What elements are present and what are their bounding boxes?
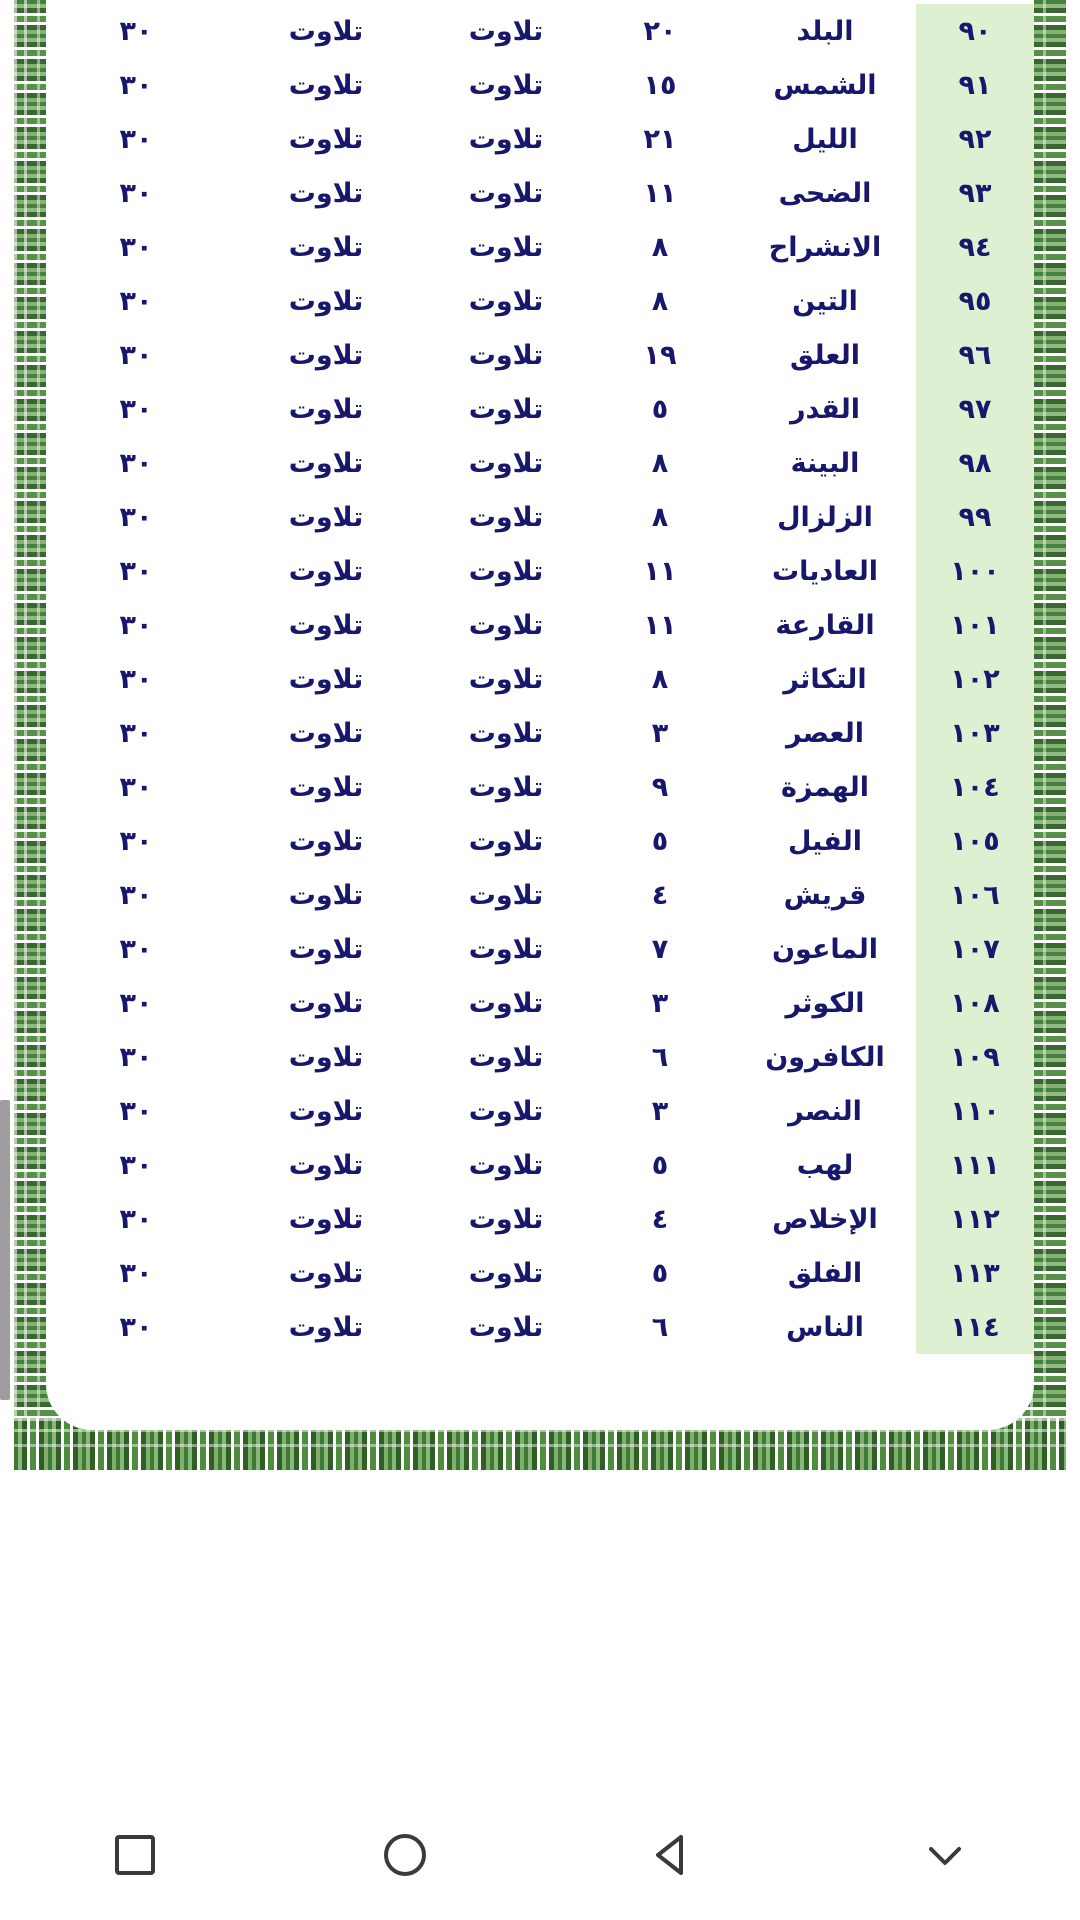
- surah-number-cell: ١٠٠: [916, 544, 1034, 598]
- juz-number-cell: ٣٠: [119, 555, 153, 587]
- recitation-cell-2: تلاوت: [288, 825, 364, 857]
- recitation-cell-2: تلاوت: [288, 1149, 364, 1181]
- juz-number-cell: ٣٠: [119, 69, 153, 101]
- juz-number-cell: ٣٠: [119, 1149, 153, 1181]
- ayat-count-cell: ٨: [651, 663, 669, 695]
- surah-table: [46, 4, 1034, 1354]
- surah-number-cell: ٩٩: [916, 490, 1034, 544]
- recitation-cell-2: تلاوت: [288, 69, 364, 101]
- recitation-cell-2: تلاوت: [288, 987, 364, 1019]
- recitation-cell-1: تلاوت: [468, 879, 544, 911]
- surah-number-cell: ١٠٦: [916, 868, 1034, 922]
- surah-number-cell: ٩١: [916, 58, 1034, 112]
- surah-number-cell: ٩٧: [916, 382, 1034, 436]
- recitation-cell-1: تلاوت: [468, 1203, 544, 1235]
- juz-number-cell: ٣٠: [119, 285, 153, 317]
- surah-name-cell: النصر: [788, 1095, 862, 1127]
- recitation-cell-2: تلاوت: [288, 1203, 364, 1235]
- surah-name-cell: الهمزة: [780, 771, 870, 803]
- recitation-cell-2: تلاوت: [288, 285, 364, 317]
- back-triangle-icon[interactable]: [615, 1795, 735, 1915]
- table-row[interactable]: [46, 760, 1034, 814]
- surah-name-cell: الزلزال: [777, 501, 873, 533]
- recitation-cell-1: تلاوت: [468, 555, 544, 587]
- surah-number-cell: ١٠٥: [916, 814, 1034, 868]
- surah-number-cell: ٩٠: [916, 4, 1034, 58]
- surah-name-cell: البينة: [790, 447, 860, 479]
- ayat-count-cell: ٤: [651, 879, 669, 911]
- ayat-count-cell: ١١: [643, 177, 677, 209]
- recitation-cell-1: تلاوت: [468, 1257, 544, 1289]
- scrollbar-thumb[interactable]: [0, 1100, 10, 1400]
- juz-number-cell: ٣٠: [119, 447, 153, 479]
- surah-table-body: [46, 4, 1034, 1354]
- recitation-cell-1: تلاوت: [468, 69, 544, 101]
- chevron-down-icon[interactable]: [885, 1795, 1005, 1915]
- surah-name-cell: قريش: [783, 879, 867, 911]
- ayat-count-cell: ٨: [651, 501, 669, 533]
- surah-name-cell: التكاثر: [783, 663, 867, 695]
- recitation-cell-1: تلاوت: [468, 825, 544, 857]
- juz-number-cell: ٣٠: [119, 717, 153, 749]
- surah-number-cell: ١٠٧: [916, 922, 1034, 976]
- juz-number-cell: ٣٠: [119, 15, 153, 47]
- surah-number-cell: ٩٤: [916, 220, 1034, 274]
- table-row[interactable]: [46, 922, 1034, 976]
- surah-number-cell: ٩٥: [916, 274, 1034, 328]
- surah-number-cell: ١٠٨: [916, 976, 1034, 1030]
- recitation-cell-2: تلاوت: [288, 447, 364, 479]
- recitation-cell-2: تلاوت: [288, 879, 364, 911]
- surah-name-cell: العصر: [785, 717, 865, 749]
- ayat-count-cell: ٨: [651, 231, 669, 263]
- juz-number-cell: ٣٠: [119, 1095, 153, 1127]
- system-navigation-bar: [0, 1470, 1080, 1920]
- ayat-count-cell: ٢١: [643, 123, 677, 155]
- recitation-cell-2: تلاوت: [288, 933, 364, 965]
- surah-name-cell: الكوثر: [785, 987, 865, 1019]
- surah-name-cell: الفلق: [787, 1257, 863, 1289]
- recitation-cell-2: تلاوت: [288, 1041, 364, 1073]
- surah-number-cell: ١٠٣: [916, 706, 1034, 760]
- surah-name-cell: الفيل: [788, 825, 862, 857]
- recitation-cell-2: تلاوت: [288, 231, 364, 263]
- recitation-cell-2: تلاوت: [288, 1311, 364, 1343]
- table-row[interactable]: [46, 1030, 1034, 1084]
- ayat-count-cell: ٥: [651, 825, 669, 857]
- surah-number-cell: ١٠٩: [916, 1030, 1034, 1084]
- surah-name-cell: البلد: [796, 15, 854, 47]
- recitation-cell-2: تلاوت: [288, 555, 364, 587]
- ayat-count-cell: ٨: [651, 285, 669, 317]
- juz-number-cell: ٣٠: [119, 825, 153, 857]
- table-row[interactable]: [46, 436, 1034, 490]
- surah-number-cell: ٩٣: [916, 166, 1034, 220]
- juz-number-cell: ٣٠: [119, 609, 153, 641]
- surah-number-cell: ١١٣: [916, 1246, 1034, 1300]
- ayat-count-cell: ٩: [651, 771, 669, 803]
- ayat-count-cell: ١١: [643, 555, 677, 587]
- ayat-count-cell: ٥: [651, 393, 669, 425]
- recitation-cell-2: تلاوت: [288, 15, 364, 47]
- table-row[interactable]: [46, 598, 1034, 652]
- table-row[interactable]: [46, 652, 1034, 706]
- table-row[interactable]: [46, 112, 1034, 166]
- recitation-cell-2: تلاوت: [288, 123, 364, 155]
- surah-number-cell: ٩٦: [916, 328, 1034, 382]
- surah-name-cell: القارعة: [775, 609, 875, 641]
- table-row[interactable]: [46, 1192, 1034, 1246]
- surah-name-cell: القدر: [790, 393, 860, 425]
- ayat-count-cell: ٧: [651, 933, 669, 965]
- recitation-cell-1: تلاوت: [468, 339, 544, 371]
- surah-name-cell: التين: [792, 285, 858, 317]
- table-row[interactable]: [46, 1246, 1034, 1300]
- recitation-cell-2: تلاوت: [288, 1257, 364, 1289]
- surah-name-cell: لهب: [796, 1149, 854, 1181]
- recitation-cell-1: تلاوت: [468, 501, 544, 533]
- surah-name-cell: الماعون: [771, 933, 879, 965]
- surah-name-cell: العلق: [790, 339, 860, 371]
- surah-name-cell: الإخلاص: [772, 1203, 878, 1235]
- juz-number-cell: ٣٠: [119, 1203, 153, 1235]
- recitation-cell-2: تلاوت: [288, 339, 364, 371]
- ayat-count-cell: ١٥: [643, 69, 677, 101]
- table-row[interactable]: [46, 868, 1034, 922]
- recitation-cell-1: تلاوت: [468, 1095, 544, 1127]
- table-row[interactable]: [46, 490, 1034, 544]
- surah-number-cell: ١٠١: [916, 598, 1034, 652]
- ayat-count-cell: ٦: [651, 1041, 669, 1073]
- surah-name-cell: الليل: [792, 123, 858, 155]
- recitation-cell-1: تلاوت: [468, 447, 544, 479]
- recitation-cell-2: تلاوت: [288, 717, 364, 749]
- juz-number-cell: ٣٠: [119, 1257, 153, 1289]
- surah-name-cell: العاديات: [771, 555, 879, 587]
- juz-number-cell: ٣٠: [119, 663, 153, 695]
- surah-number-cell: ١١٠: [916, 1084, 1034, 1138]
- surah-name-cell: الكافرون: [765, 1041, 885, 1073]
- table-row[interactable]: [46, 1300, 1034, 1354]
- surah-number-cell: ١٠٤: [916, 760, 1034, 814]
- table-row[interactable]: [46, 1138, 1034, 1192]
- recitation-cell-1: تلاوت: [468, 285, 544, 317]
- ayat-count-cell: ١١: [643, 609, 677, 641]
- table-row[interactable]: [46, 814, 1034, 868]
- surah-name-cell: الانشراح: [768, 231, 882, 263]
- ayat-count-cell: ٣: [651, 987, 669, 1019]
- recitation-cell-2: تلاوت: [288, 501, 364, 533]
- recitation-cell-1: تلاوت: [468, 15, 544, 47]
- recitation-cell-1: تلاوت: [468, 987, 544, 1019]
- recitation-cell-2: تلاوت: [288, 393, 364, 425]
- table-row[interactable]: [46, 706, 1034, 760]
- surah-name-cell: الضحى: [778, 177, 872, 209]
- table-row[interactable]: [46, 1084, 1034, 1138]
- juz-number-cell: ٣٠: [119, 879, 153, 911]
- table-row[interactable]: [46, 166, 1034, 220]
- table-row[interactable]: [46, 58, 1034, 112]
- recitation-cell-2: تلاوت: [288, 771, 364, 803]
- vertical-scrollbar[interactable]: [0, 0, 10, 1470]
- juz-number-cell: ٣٠: [119, 501, 153, 533]
- table-row[interactable]: [46, 544, 1034, 598]
- recitation-cell-1: تلاوت: [468, 231, 544, 263]
- juz-number-cell: ٣٠: [119, 771, 153, 803]
- juz-number-cell: ٣٠: [119, 933, 153, 965]
- juz-number-cell: ٣٠: [119, 1041, 153, 1073]
- table-row[interactable]: [46, 274, 1034, 328]
- recitation-cell-2: تلاوت: [288, 609, 364, 641]
- recitation-cell-1: تلاوت: [468, 393, 544, 425]
- ayat-count-cell: ٢٠: [643, 15, 677, 47]
- recitation-cell-1: تلاوت: [468, 717, 544, 749]
- recitation-cell-1: تلاوت: [468, 771, 544, 803]
- ayat-count-cell: ٨: [651, 447, 669, 479]
- juz-number-cell: ٣٠: [119, 177, 153, 209]
- juz-number-cell: ٣٠: [119, 231, 153, 263]
- recitation-cell-2: تلاوت: [288, 177, 364, 209]
- recitation-cell-1: تلاوت: [468, 177, 544, 209]
- recitation-cell-2: تلاوت: [288, 1095, 364, 1127]
- table-row[interactable]: [46, 328, 1034, 382]
- ayat-count-cell: ٣: [651, 717, 669, 749]
- surah-table-container[interactable]: [46, 0, 1034, 1400]
- surah-number-cell: ١٠٢: [916, 652, 1034, 706]
- recents-square-icon[interactable]: [75, 1795, 195, 1915]
- ayat-count-cell: ٣: [651, 1095, 669, 1127]
- table-row[interactable]: [46, 382, 1034, 436]
- ayat-count-cell: ١٩: [643, 339, 677, 371]
- juz-number-cell: ٣٠: [119, 393, 153, 425]
- juz-number-cell: ٣٠: [119, 339, 153, 371]
- recitation-cell-1: تلاوت: [468, 1311, 544, 1343]
- surah-number-cell: ١١٤: [916, 1300, 1034, 1354]
- recitation-cell-1: تلاوت: [468, 933, 544, 965]
- ayat-count-cell: ٥: [651, 1257, 669, 1289]
- table-row[interactable]: [46, 976, 1034, 1030]
- ayat-count-cell: ٤: [651, 1203, 669, 1235]
- home-circle-icon[interactable]: [345, 1795, 465, 1915]
- juz-number-cell: ٣٠: [119, 987, 153, 1019]
- ayat-count-cell: ٥: [651, 1149, 669, 1181]
- surah-number-cell: ١١١: [916, 1138, 1034, 1192]
- surah-name-cell: الناس: [786, 1311, 864, 1343]
- recitation-cell-1: تلاوت: [468, 123, 544, 155]
- recitation-cell-2: تلاوت: [288, 663, 364, 695]
- recitation-cell-1: تلاوت: [468, 1041, 544, 1073]
- surah-number-cell: ١١٢: [916, 1192, 1034, 1246]
- surah-name-cell: الشمس: [773, 69, 877, 101]
- ayat-count-cell: ٦: [651, 1311, 669, 1343]
- recitation-cell-1: تلاوت: [468, 1149, 544, 1181]
- recitation-cell-1: تلاوت: [468, 609, 544, 641]
- juz-number-cell: ٣٠: [119, 1311, 153, 1343]
- table-row[interactable]: [46, 220, 1034, 274]
- recitation-cell-1: تلاوت: [468, 663, 544, 695]
- juz-number-cell: ٣٠: [119, 123, 153, 155]
- table-row[interactable]: [46, 4, 1034, 58]
- surah-number-cell: ٩٨: [916, 436, 1034, 490]
- surah-number-cell: ٩٢: [916, 112, 1034, 166]
